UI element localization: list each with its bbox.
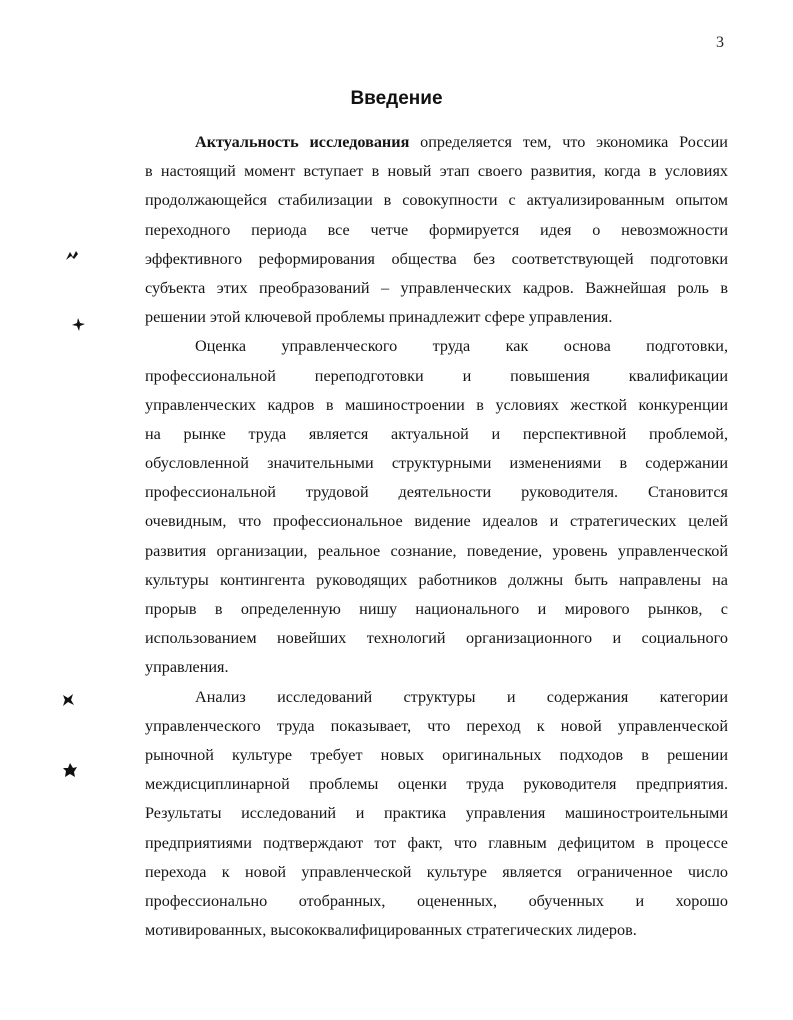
paragraph-line: очевидным, что профессиональное видение идеалов и стратегических целей xyxy=(145,512,728,531)
margin-mark-icon xyxy=(62,762,78,778)
margin-mark-icon xyxy=(60,692,76,708)
paragraph-line: предприятиями подтверждают тот факт, что главным дефицитом в процессе xyxy=(145,833,728,852)
paragraph-line: управленческих кадров в машиностроении в условиях жесткой конкуренции xyxy=(145,395,728,414)
paragraph-line: перехода к новой управленческой культуре является ограниченное число xyxy=(145,862,728,881)
paragraph-line: эффективного реформирования общества без соответствующей подготовки xyxy=(145,249,728,268)
paragraph-line: Анализ исследований структуры и содержания категории xyxy=(195,687,728,706)
paragraph-line: управления. xyxy=(145,658,229,677)
paragraph-line: использованием новейших технологий организационного и социального xyxy=(145,629,728,648)
paragraph-line: развития организации, реальное сознание, поведение, уровень управленческой xyxy=(145,541,728,560)
page-title: Введение xyxy=(350,88,443,109)
paragraph-line: междисциплинарной проблемы оценки труда руководителя предприятия. xyxy=(145,775,728,794)
paragraph-line: решении этой ключевой проблемы принадлежит сфере управления. xyxy=(145,308,613,327)
paragraph-line: переходного периода все четче формируется идея о невозможности xyxy=(145,220,728,239)
paragraph-lead: Актуальность исследования xyxy=(195,133,410,151)
paragraph-line: профессионально отобранных, оцененных, обученных и хорошо xyxy=(145,891,728,910)
paragraph-line: в настоящий момент вступает в новый этап своего развития, когда в условиях xyxy=(145,162,728,181)
paragraph-line: Результаты исследований и практика управления машиностроительными xyxy=(145,804,728,823)
paragraph-line: культуры контингента руководящих работников должны быть направлены на xyxy=(145,570,728,589)
paragraph-line: на рынке труда является актуальной и перспективной проблемой, xyxy=(145,424,728,443)
body-text xyxy=(145,128,728,945)
paragraph-line: профессиональной трудовой деятельности руководителя. Становится xyxy=(145,483,728,502)
paragraph-text: определяется тем, что экономика России xyxy=(409,133,728,151)
paragraph-line: мотивированных, высококвалифицированных стратегических лидеров. xyxy=(145,921,637,940)
paragraph-1-line-1 xyxy=(145,128,728,157)
paragraph-line: продолжающейся стабилизации в совокупности с актуализированным опытом xyxy=(145,191,728,210)
paragraph-line: рыночной культуре требует новых оригинальных подходов в решении xyxy=(145,745,728,764)
margin-mark-icon xyxy=(64,248,80,264)
paragraph-line: Оценка управленческого труда как основа подготовки, xyxy=(195,337,728,356)
margin-mark-icon xyxy=(70,316,86,332)
page-number: 3 xyxy=(716,34,724,51)
paragraph-line: субъекта этих преобразований – управленческих кадров. Важнейшая роль в xyxy=(145,278,728,297)
paragraph-line: профессиональной переподготовки и повышения квалификации xyxy=(145,366,728,385)
paragraph-line: прорыв в определенную нишу национального и мирового рынков, с xyxy=(145,600,728,618)
paragraph-line: управленческого труда показывает, что переход к новой управленческой xyxy=(145,716,728,735)
paragraph-line: обусловленной значительными структурными изменениями в содержании xyxy=(145,454,728,473)
